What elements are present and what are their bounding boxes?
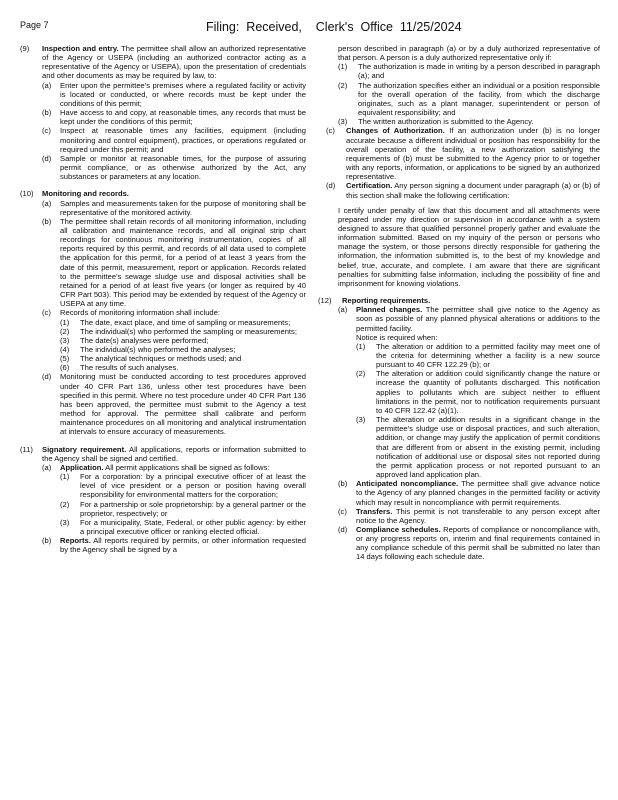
list-item: (4) The individual(s) who performed the analyses; bbox=[60, 345, 236, 354]
section-heading: Reporting requirements. bbox=[342, 296, 431, 306]
section-11: (11) Signatory requirement. All applications, reports or information submitted to the Agency shall be signed and certified. bbox=[20, 444, 306, 463]
section-11-items bbox=[42, 463, 306, 555]
list-item: (a) Enter upon the permittee's premises where a regulated facility or activity is located or conducted, or where records must be kept under the conditions of this permit; bbox=[42, 80, 306, 108]
list-item: (1) The authorization is made in writing by a person described in paragraph (a); and bbox=[338, 62, 600, 81]
filing-stamp: Filing: Received, Clerk's Office 11/25/2024 bbox=[206, 20, 462, 34]
section-10: (10) Monitoring and records. bbox=[20, 189, 306, 198]
sub-list bbox=[356, 342, 600, 479]
list-item: (5) The analytical techniques or methods used; and bbox=[60, 354, 242, 364]
list-item: (2) The authorization specifies either an individual or a position responsible for the overall operation of the facility, from which the discharge originates, such as a plant manager, superintendent or person of equivalent responsibility; and bbox=[338, 80, 600, 118]
list-item: (c) Transfers. This permit is not transferable to any person except after notice to the Agency. bbox=[338, 506, 601, 525]
section-heading: Signatory requirement. bbox=[42, 444, 127, 454]
list-item: (2) For a partnership or sole proprietorship: by a general partner or the proprietor, respectively; or bbox=[60, 499, 306, 518]
list-item: (a) Application. All permit applications shall be signed as follows: bbox=[42, 462, 270, 472]
list-item: (3) The written authorization is submitted to the Agency. bbox=[338, 117, 534, 127]
section-9-items bbox=[42, 81, 306, 182]
authorization-list bbox=[338, 62, 600, 126]
page-number: Page 7 bbox=[20, 20, 49, 30]
list-item: (b) The permittee shall retain records of all monitoring information, including all calibration and maintenance records, and all original strip chart recordings for continuous monitoring instrumentation, copies of all reports required by this permit, and records of all data used to complete the application for this permit, for a period of at least 3 years from the date of this permit, measurement, report or application. Records related to the permittee's sewage sludge use and disposal activities shall be retained for a period of at least five years (or longer as required by 40 CFR Part 503). This period may be extended by request of the Agency or USEPA at any time. bbox=[42, 216, 306, 309]
list-item: (b) Have access to and copy, at reasonable times, any records that must be kept under the conditions of this permit; bbox=[42, 108, 306, 127]
list-item: (d) Monitoring must be conducted according to test procedures approved under 40 CFR Part 136, unless other test procedures have been specified in this permit. Where no test procedure under 40 CFR Part 136 has been approved, the permittee must submit to the Agency a test method for approval. The permittee shall calibrate and perform maintenance procedures on all monitoring and analytical instrumentation at intervals to ensure accuracy of measurements. bbox=[42, 372, 306, 437]
list-item: (3) The alteration or addition results in a significant change in the permittee's sludge use or disposal practices, and such alteration, addition, or change may justify the application of permit conditions that are different from or absent in the existing permit, including notification of additional use or disposal sites not reported during the permit application process or not reported pursuant to an approved land application plan. bbox=[356, 415, 600, 480]
section-heading: Inspection and entry. bbox=[42, 44, 119, 53]
list-item: (d) Sample or monitor at reasonable times, for the purpose of assuring permit compliance, or as otherwise authorized by the Act, any substances or parameters at any location. bbox=[42, 153, 306, 182]
section-heading: Monitoring and records. bbox=[42, 189, 129, 199]
list-item: (1) The alteration or addition to a permitted facility may meet one of the criteria for determining whether a facility is a new source pursuant to 40 CFR 122.29 (b); or bbox=[356, 341, 600, 370]
list-item: (3) The date(s) analyses were performed; bbox=[60, 335, 209, 345]
section-9: (9) Inspection and entry. The permittee shall allow an authorized representative of the Agency or USEPA (including an authorized contractor acting as a representative of the Agency or USEPA), upon the presentation of credentials and other documents as may be required by law, to: bbox=[20, 44, 306, 81]
left-column bbox=[20, 44, 306, 554]
list-item: (d) Certification. Any person signing a document under paragraph (a) or (b) of this section shall make the following certification: bbox=[326, 181, 600, 200]
sub-list bbox=[60, 318, 306, 373]
list-item: (1) The date, exact place, and time of sampling or measurements; bbox=[60, 317, 291, 327]
right-column bbox=[318, 44, 601, 562]
list-item: (2) The individual(s) who performed the sampling or measurements; bbox=[60, 326, 297, 336]
list-item: (c) Records of monitoring information shall include: bbox=[42, 308, 220, 318]
list-item: (3) For a municipality, State, Federal, or other public agency: by either a principal executive officer or ranking elected official. bbox=[60, 517, 306, 536]
certification-statement: I certify under penalty of law that this document and all attachments were prepared under my direction or supervision in accordance with a system designed to assure that qualified personnel properly gather and evaluate the information submitted. Based on my inquiry of the person or persons who manage the system, or those persons directly responsible for gathering the information, the information submitted is, to the best of my knowledge and belief, true, accurate, and complete. I am aware that there are significant penalties for submitting false information, including the possibility of fine and imprisonment for knowing violations. bbox=[338, 205, 600, 288]
list-item: (c) Changes of Authorization. If an authorization under (b) is no longer accurate because a different individual or position has responsibility for the overall operation of the facility, a new authorization satisfying the requirements of (b) must be submitted to the Agency prior to or together with any reports, information, or applications to be signed by an authorized representative. bbox=[326, 126, 600, 182]
list-item: (d) Compliance schedules. Reports of compliance or noncompliance with, or any progress reports on, interim and final requirements contained in any compliance schedule of this permit shall be submitted no later than 14 days following each schedule date. bbox=[338, 524, 600, 562]
list-item: (a) Samples and measurements taken for the purpose of monitoring shall be representative of the monitored activity. bbox=[42, 198, 306, 217]
list-item: (b) Reports. All reports required by permits, or other information requested by the Agency shall be signed by a bbox=[42, 536, 306, 555]
list-item: (2) The alteration or addition could significantly change the nature or increase the quantity of pollutants discharged. This notification applies to pollutants which are subject neither to effluent limitations in the permit, nor to notification requirements pursuant to 40 CFR 122.42 (a)(1). bbox=[356, 369, 600, 415]
list-item: (b) Anticipated noncompliance. The permittee shall give advance notice to the Agency of any planned changes in the permitted facility or activity which may result in noncompliance with permit requirements. bbox=[338, 479, 600, 507]
section-12: (12) Reporting requirements. bbox=[318, 296, 600, 305]
section-10-items bbox=[42, 199, 306, 437]
list-item: (c) Inspect at reasonable times any facilities, equipment (including monitoring and control equipment), practices, or operations regulated or required under this permit; and bbox=[42, 126, 306, 154]
sub-list bbox=[60, 472, 306, 536]
paragraph: person described in paragraph (a) or by a duly authorized representative of that person. A person is a duly authorized representative only if: bbox=[338, 44, 600, 63]
list-item: (a) Planned changes. The permittee shall give notice to the Agency as soon as possible of any planned physical alterations or additions to the permitted facility. bbox=[338, 305, 600, 333]
section-12-items: (a) Planned changes. The permittee shall give notice to the Agency as soon as possible of any planned physical alterations or additions to the permitted facility. Notice is required when: (1) The alteration or addition to a permitted facility may meet one of the criteria for determining whether a facility is a new source pursuant to 40 CFR 122.29 (b); or (2) The alteration or addition could significantly change the nature or increase the quantity of pollutants discharged. This notification applies to pollutants which are subject neither to effluent limitations in the permit, nor to notification requirements pursuant to 40 CFR 122.42 (a)(1). (3) The alteration or addition results in a significant change in the permittee's sludge use or disposal practices, and such alteration, addition, or change may justify the application of permit conditions that are different from or absent in the existing permit, including notification of additional use or disposal sites not reported during the permit application process or not reported pursuant to an approved land application plan. (b) Anticipated noncompliance. The permittee shall give advance notice to the Agency of any planned changes in the permitted facility or activity which may result in noncompliance with permit requirements. (c) Transfers. This permit is not transferable to any person except after notice to the Agency. (d) Compliance schedules. Reports of compliance or noncompliance with, or any progress reports on, interim and final requirements contained in any compliance schedule of this permit shall be submitted no later than 14 days following each schedule date. bbox=[338, 305, 601, 562]
list-item: (1) For a corporation: by a principal executive officer of at least the level of vice president or a person or position having overall responsibility for environmental matters for the corporation; bbox=[60, 472, 306, 500]
list-item: (6) The results of such analyses. bbox=[60, 363, 179, 373]
